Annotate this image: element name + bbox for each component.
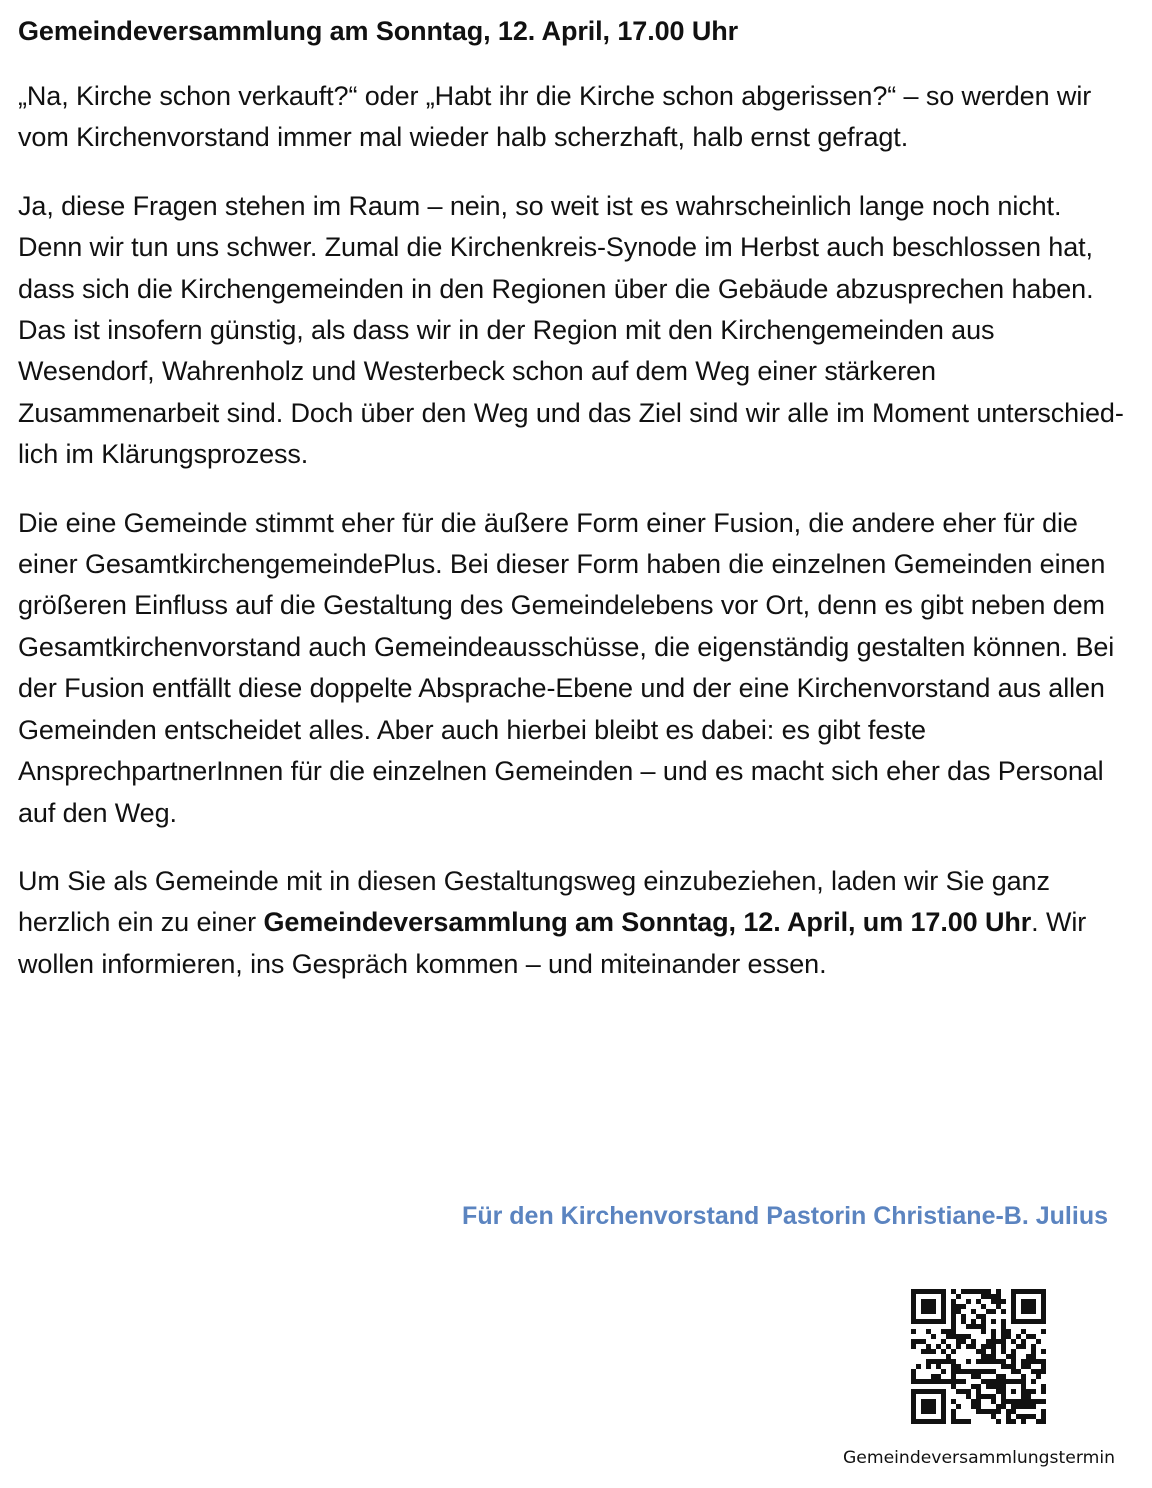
paragraph-1: „Na, Kirche schon verkauft?“ oder „Habt ihr die Kirche schon abgerissen?“ – so werden wir vom Kirchenvorstand immer mal wieder halb scherzhaft, halb ernst gefragt. [18,81,1092,153]
qr-code-icon[interactable] [911,1289,1046,1424]
meeting-date-emphasis: Gemeindeversammlung am Sonntag, 12. April, um 17.00 Uhr [263,907,1032,938]
signature: Für den Kirchenvorstand Pastorin Christiane-B. Julius [462,1202,1108,1230]
paragraph-3: Die eine Gemeinde stimmt eher für die äußere Form einer Fusion, die andere eher für die einer GesamtkirchengemeindePlus. Bei dieser Form haben die einzelnen Gemeinden einen größeren Einfluss auf die Gestaltung des Gemeindelebens vor Ort, denn es gibt neben dem Gesamtkirchenvorstand auch Gemeindeausschüsse, die eigenständig gestalten können. Bei der Fusion entfällt diese doppelte Absprache-Ebene und der eine Kirchenvorstand aus allen Gemeinden entscheidet alles. Aber auch hierbei bleibt es dabei: es gibt feste AnsprechpartnerInnen für die einzelnen Gemeinden – und es macht sich eher das Personal auf den Weg. [18,507,1115,828]
paragraph-4-outro: . Wir wollen informieren, ins Gespräch kommen – und miteinander essen. [18,907,1087,979]
paragraph-4-intro: Um Sie als Gemeinde mit in diesen Gestaltungsweg einzubeziehen, laden wir Sie ganz herzlich ein zu einer [18,865,1050,938]
paragraph-2: Ja, diese Fragen stehen im Raum – nein, so weit ist es wahrscheinlich lange noch nicht. Denn wir tun uns schwer. Zumal die Kirchenkreis-Synode im Herbst auch beschlossen hat, dass sich die Kirchengemeinden in den Regionen über die Gebäude abzusprechen haben. Das ist insofern günstig, als dass wir in der Region mit den Kirchengemeinden aus Wesendorf, Wahrenholz und Westerbeck schon auf dem Weg einer stärkeren Zusammenarbeit sind. Doch über den Weg und das Ziel sind wir alle im Moment unterschiedlich im Klärungsprozess. [18,190,1124,470]
qr-caption: Gemeindeversammlungstermin [842,1448,1115,1468]
paragraph-4 [18,861,1128,985]
article [18,12,1128,1012]
article-headline: Gemeindeversammlung am Sonntag, 12. April, 17.00 Uhr [18,16,739,46]
